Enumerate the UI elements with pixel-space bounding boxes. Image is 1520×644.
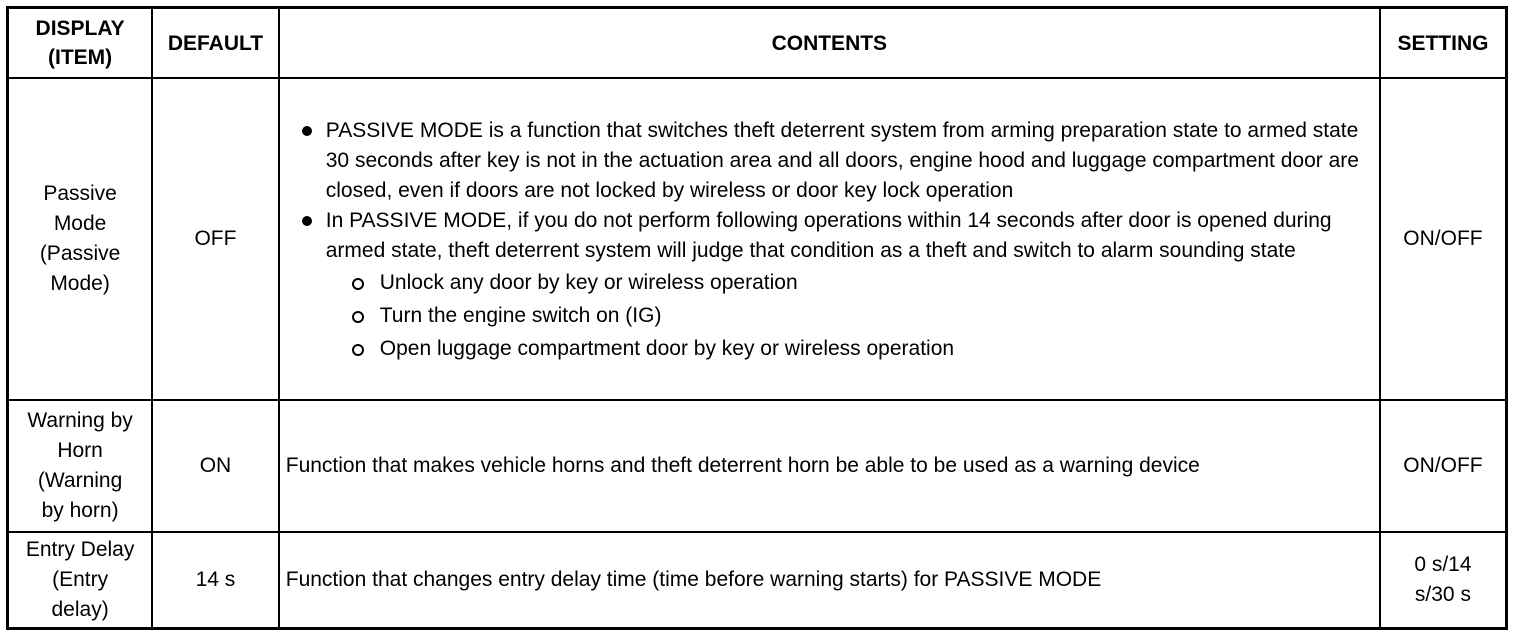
cell-default-warning-by-horn: ON xyxy=(152,400,279,532)
hollow-bullet-icon xyxy=(352,311,364,323)
header-display-item: DISPLAY (ITEM) xyxy=(8,8,153,79)
sub-bullet-text: Unlock any door by key or wireless operation xyxy=(379,270,798,294)
table-header-row xyxy=(8,8,1507,79)
sub-bullet-text: Turn the engine switch on (IG) xyxy=(379,303,662,327)
cell-display-entry-delay: Entry Delay (Entry delay) xyxy=(8,532,153,628)
cell-default-passive-mode: OFF xyxy=(152,78,279,400)
bullet-item xyxy=(286,116,1373,206)
cell-contents-passive-mode xyxy=(279,78,1380,400)
sub-bullet-item xyxy=(286,266,1373,299)
bullet-text: PASSIVE MODE is a function that switches theft deterrent system from arming preparation state to armed state 30 seconds after key is not in the actuation area and all doors, engine hood and luggage compartment door are closed, even if doors are not locked by wireless or door key lock operation xyxy=(325,118,1359,202)
cell-default-entry-delay: 14 s xyxy=(152,532,279,628)
cell-setting-entry-delay: 0 s/14 s/30 s xyxy=(1380,532,1507,628)
sub-bullet-item xyxy=(286,332,1373,365)
table-row-entry-delay xyxy=(8,532,1507,628)
header-contents: CONTENTS xyxy=(279,8,1380,79)
filled-bullet-icon xyxy=(302,126,312,136)
customize-settings-table xyxy=(6,6,1508,630)
filled-bullet-icon xyxy=(302,216,312,226)
sub-bullet-item xyxy=(286,299,1373,332)
cell-setting-passive-mode: ON/OFF xyxy=(1380,78,1507,400)
cell-display-warning-by-horn: Warning by Horn (Warning by horn) xyxy=(8,400,153,532)
cell-display-passive-mode: Passive Mode (Passive Mode) xyxy=(8,78,153,400)
header-default: DEFAULT xyxy=(152,8,279,79)
bullet-text: In PASSIVE MODE, if you do not perform following operations within 14 seconds after door is opened during armed state, theft deterrent system will judge that condition as a theft and switch to alarm sounding state xyxy=(325,208,1332,262)
cell-contents-entry-delay: Function that changes entry delay time (time before warning starts) for PASSIVE MODE xyxy=(279,532,1380,628)
sub-bullet-text: Open luggage compartment door by key or wireless operation xyxy=(379,336,955,360)
settings-table-container xyxy=(6,6,1508,630)
bullet-item xyxy=(286,206,1373,266)
table-row-passive-mode xyxy=(8,78,1507,400)
hollow-bullet-icon xyxy=(352,344,364,356)
cell-contents-warning-by-horn: Function that makes vehicle horns and theft deterrent horn be able to be used as a warning device xyxy=(279,400,1380,532)
table-row-warning-by-horn xyxy=(8,400,1507,532)
header-setting: SETTING xyxy=(1380,8,1507,79)
cell-setting-warning-by-horn: ON/OFF xyxy=(1380,400,1507,532)
hollow-bullet-icon xyxy=(352,278,364,290)
